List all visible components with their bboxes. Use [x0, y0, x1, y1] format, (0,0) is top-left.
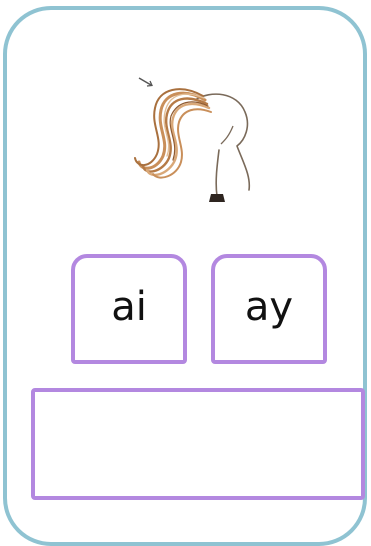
letter-tile-label: ai — [111, 284, 147, 330]
pony-tail-icon — [125, 70, 273, 210]
answer-drop-box[interactable] — [31, 388, 365, 500]
letter-tile-label: ay — [244, 284, 294, 330]
letter-tile-ai[interactable] — [71, 254, 187, 364]
letter-tile-ay[interactable] — [211, 254, 327, 364]
phonics-card — [3, 6, 367, 546]
